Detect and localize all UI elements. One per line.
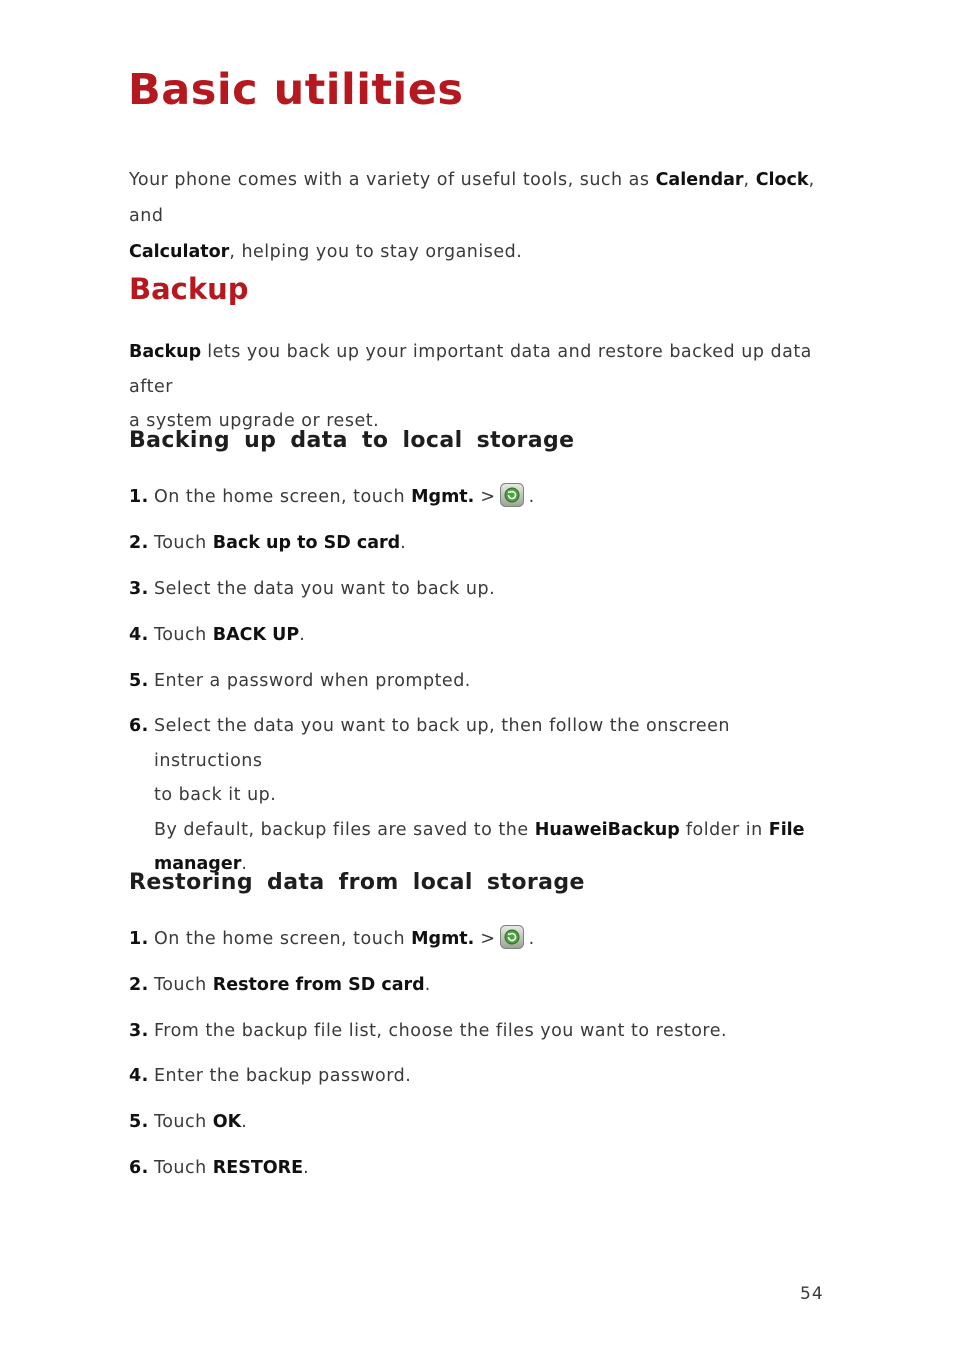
note-end: .: [241, 854, 248, 874]
intro-paragraph: [129, 162, 829, 270]
step-number: 2.: [129, 533, 149, 553]
intro-text-2: , and: [129, 170, 815, 226]
step-end: .: [528, 487, 535, 507]
step-number: 2.: [129, 975, 149, 995]
step-text: Touch: [154, 1158, 213, 1178]
step-number: 5.: [129, 671, 149, 691]
step-text: Touch: [154, 625, 213, 645]
step-post: .: [241, 1112, 248, 1132]
backup-app-icon: [500, 925, 524, 949]
note-manager: manager: [154, 854, 242, 874]
step-post: .: [424, 975, 431, 995]
step-text: Touch: [154, 975, 213, 995]
step-number: 6.: [129, 716, 149, 736]
step-bold: RESTORE: [212, 1158, 304, 1178]
backup-desc-bold: Backup: [129, 342, 202, 362]
intro-text-1: Your phone comes with a variety of useful tools, such as: [129, 170, 656, 190]
step-number: 1.: [129, 929, 149, 949]
step-number: 3.: [129, 1021, 149, 1041]
step-post: .: [400, 533, 407, 553]
step-number: 4.: [129, 625, 149, 645]
intro-calendar: Calendar: [655, 170, 744, 190]
intro-sep: ,: [743, 170, 756, 190]
step-number: 5.: [129, 1112, 149, 1132]
page-title: Basic utilities: [128, 65, 464, 115]
step-text: Select the data you want to back up.: [154, 579, 496, 599]
step-post: .: [303, 1158, 310, 1178]
subsection-title-backing: Backing up data to local storage: [129, 428, 575, 453]
step-text: On the home screen, touch: [154, 929, 412, 949]
backup-desc-line1: lets you back up your important data and restore backed up data after: [129, 342, 812, 397]
step-bold: Back up to SD card: [212, 533, 401, 553]
backup-description: [129, 335, 829, 439]
step-text: On the home screen, touch: [154, 487, 412, 507]
intro-clock: Clock: [755, 170, 809, 190]
note-folder: HuaweiBackup: [534, 819, 680, 840]
note-file: File: [768, 819, 805, 840]
step-line2: to back it up.: [154, 785, 277, 805]
section-title-backup: Backup: [129, 272, 249, 306]
step-text: Enter a password when prompted.: [154, 671, 471, 691]
backup-app-icon: [500, 483, 524, 507]
step-bold: Mgmt.: [411, 487, 475, 507]
step-bold: BACK UP: [212, 625, 300, 645]
note-pre: By default, backup files are saved to the: [154, 819, 535, 840]
step-text: Touch: [154, 533, 213, 553]
step-bold: Restore from SD card: [212, 975, 425, 995]
step-bold: Mgmt.: [411, 929, 475, 949]
step-post: .: [299, 625, 306, 645]
step-number: 6.: [129, 1158, 149, 1178]
step-number: 1.: [129, 487, 149, 507]
step-number: 3.: [129, 579, 149, 599]
backup-desc-line2: a system upgrade or reset.: [129, 411, 380, 431]
intro-calculator: Calculator: [129, 242, 230, 262]
intro-text-3: , helping you to stay organised.: [229, 242, 523, 262]
page-number: 54: [800, 1284, 824, 1304]
step-post: >: [474, 929, 496, 949]
step-end: .: [528, 929, 535, 949]
subsection-title-restoring: Restoring data from local storage: [129, 870, 585, 895]
step-post: >: [474, 487, 496, 507]
step-number: 4.: [129, 1066, 149, 1086]
step-bold: OK: [212, 1112, 242, 1132]
step-text: From the backup file list, choose the files you want to restore.: [154, 1021, 728, 1041]
backing-step-6-text: [154, 709, 834, 882]
step-line1: Select the data you want to back up, then follow the onscreen instructions: [154, 716, 730, 771]
step-text: Touch: [154, 1112, 213, 1132]
note-mid: folder in: [679, 819, 769, 840]
step-text: Enter the backup password.: [154, 1066, 412, 1086]
